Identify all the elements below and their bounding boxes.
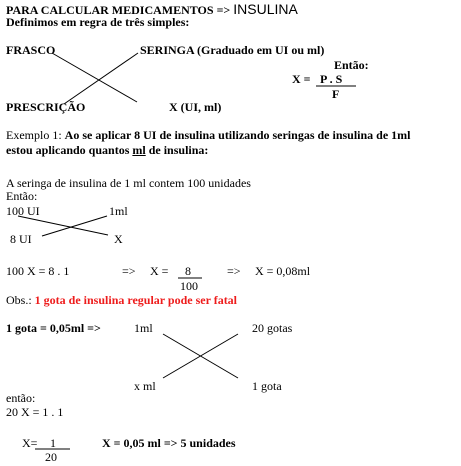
equation-20x: 20 X = 1 . 1 (6, 405, 64, 419)
label-prescricao: PRESCRIÇÃO (6, 100, 86, 114)
equation-100x: 100 X = 8 . 1 (6, 264, 70, 278)
cross-bl-8ui: 8 UI (10, 232, 32, 246)
cross-tr-20gotas: 20 gotas (252, 321, 293, 335)
formula-numerator: P . S (320, 72, 343, 86)
cross-tl-1ml: 1ml (134, 321, 153, 335)
cross-bl-xml: x ml (134, 379, 156, 393)
formula-lhs: X = (292, 72, 311, 86)
cross-line-rule-a (52, 53, 137, 102)
label-entao-2: Então: (6, 189, 38, 203)
cross-tr-1ml: 1ml (109, 204, 128, 218)
fraction-numerator-8: 8 (185, 264, 191, 278)
obs-line (6, 294, 237, 307)
result-0-08ml: X = 0,08ml (255, 264, 311, 278)
subtitle: Definimos em regra de três simples: (6, 15, 190, 29)
label-entao-1: Então: (334, 58, 369, 72)
x-equals-2: X= (22, 436, 38, 450)
fraction-denominator-100: 100 (180, 279, 198, 293)
example-question-line2: estou aplicando quantos ml de insulina: (6, 143, 209, 157)
obs-label: Obs.: (6, 293, 32, 307)
arrow-2: => (227, 264, 241, 278)
cross-br-1gota: 1 gota (252, 379, 282, 393)
label-frasco: FRASCO (6, 43, 56, 57)
page-title: PARA CALCULAR MEDICAMENTOS => INSULINA (6, 1, 298, 17)
x-equals-1: X = (150, 264, 169, 278)
cross-tl-100ui: 100 UI (6, 204, 40, 218)
seringa-info: A seringa de insulina de 1 ml contem 100 unidades (6, 176, 251, 190)
obs-warning: 1 gota de insulina regular pode ser fatal (34, 293, 238, 307)
fraction-denominator-20: 20 (45, 450, 57, 464)
label-seringa: SERINGA (Graduado em UI ou ml) (140, 43, 325, 57)
drug-name: INSULINA (233, 1, 298, 17)
label-x-unit: X (UI, ml) (169, 100, 222, 114)
cross-br-x: X (114, 232, 123, 246)
formula-denominator: F (332, 87, 340, 101)
example-label: Exemplo 1: (6, 128, 62, 142)
final-result: X = 0,05 ml => 5 unidades (102, 436, 236, 450)
example-question-line1: Exemplo 1: Ao se aplicar 8 UI de insulina utilizando seringas de insulina de 1ml (6, 128, 411, 142)
label-entao-3: então: (6, 391, 36, 405)
arrow-1: => (122, 264, 136, 278)
fraction-numerator-1: 1 (50, 436, 56, 450)
gota-equivalence: 1 gota = 0,05ml => (6, 321, 101, 335)
